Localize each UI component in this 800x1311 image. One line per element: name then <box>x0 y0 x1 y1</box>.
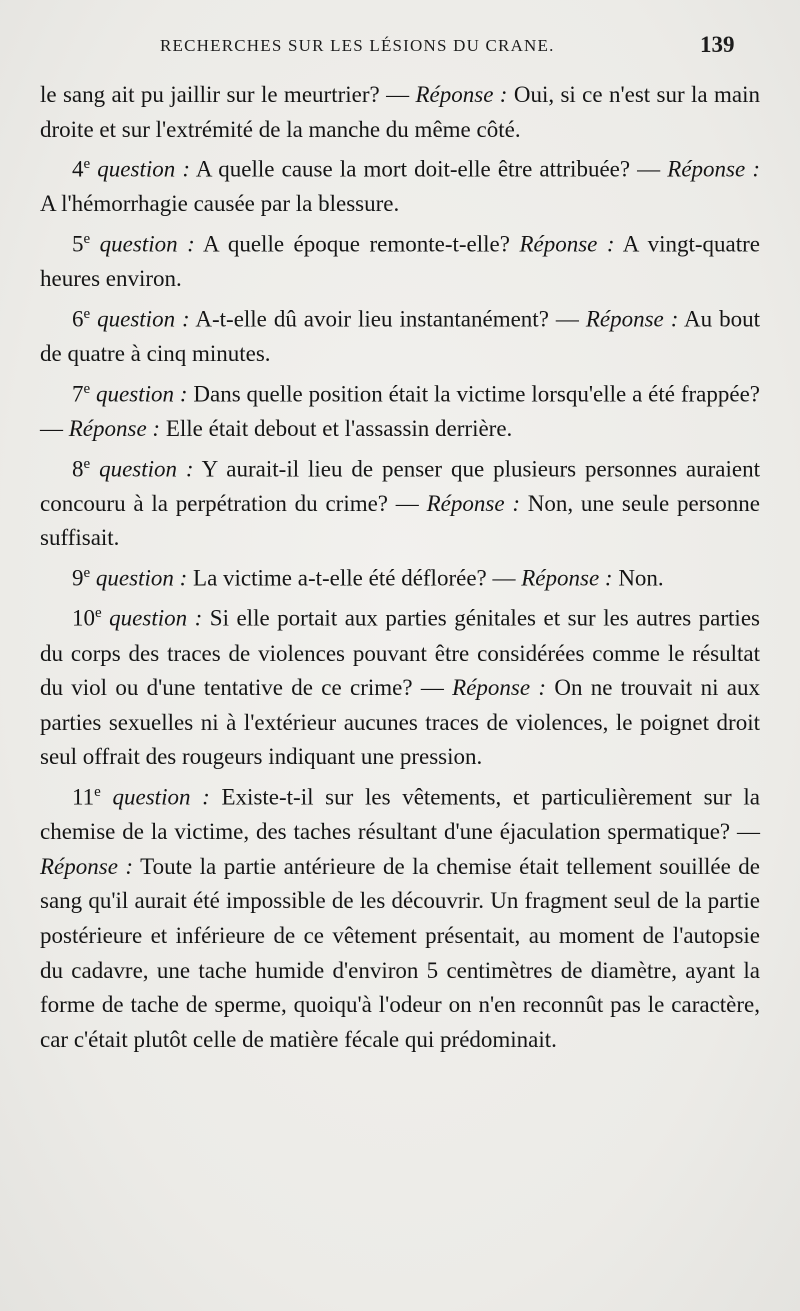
italic-label: Réponse : <box>667 156 760 182</box>
italic-label: Réponse : <box>452 675 547 701</box>
text-segment: Non. <box>612 565 664 591</box>
text-segment: Au bout de quatre à cinq minutes. <box>40 306 761 367</box>
text-segment: 9 <box>72 565 84 591</box>
italic-label: Réponse : <box>426 490 520 516</box>
page-number: 139 <box>700 32 735 57</box>
question-paragraph <box>40 775 760 1057</box>
text-segment: e <box>83 305 91 322</box>
text-segment: Y aurait-il lieu de penser que plusieurs personnes auraient concouru à la perpétration du crime? — <box>40 456 760 516</box>
text-segment: A l'hémorrhagie causée par la blessure. <box>40 191 400 217</box>
text-segment: Elle était debout et l'assassin derrière. <box>160 415 513 441</box>
text-segment: e <box>83 380 91 397</box>
text-segment: e <box>83 231 91 248</box>
italic-label: question : <box>101 605 203 631</box>
italic-label: Réponse : <box>521 565 613 591</box>
text-segment: le sang ait pu jaillir sur le meurtrier? — <box>40 82 416 107</box>
text-segment: 10 <box>72 605 95 631</box>
text-segment: Dans quelle position était la victime lorsqu'elle a été frappée? — <box>40 381 760 441</box>
body-text <box>40 78 760 1057</box>
text-segment: Oui, si ce n'est sur la main droite et sur l'extrémité de la manche du même côté. <box>40 82 761 142</box>
question-paragraph <box>40 372 760 447</box>
question-paragraph <box>40 297 760 372</box>
question-paragraph <box>40 222 760 297</box>
italic-label: question : <box>90 231 195 257</box>
italic-label: question : <box>90 156 190 182</box>
text-segment: A quelle époque remonte-t-elle? <box>194 231 520 257</box>
text-segment: 5 <box>72 231 84 257</box>
text-segment: e <box>83 156 91 173</box>
running-head: RECHERCHES SUR LES LÉSIONS DU CRANE. <box>160 36 555 55</box>
text-segment: Existe-t-il sur les vêtements, et particulièrement sur la chemise de la victime, des taches résultant d'une éjaculation spermatique? — <box>40 784 760 845</box>
italic-label: question : <box>90 381 188 407</box>
text-segment: Si elle portait aux parties génitales et sur les autres parties du corps des traces de violences pouvant être considérées comme le résultat du viol ou d'une tentative de ce crime? — <box>40 605 760 701</box>
text-segment: Non, une seule personne suffisait. <box>40 490 761 551</box>
italic-label: question : <box>100 784 210 810</box>
question-paragraph <box>40 556 760 596</box>
text-segment: 7 <box>72 381 84 407</box>
text-segment: On ne trouvait ni aux parties sexuelles ni à l'extérieur aucunes traces de violences, le poignet droit seul offrait des rougeurs indiquant une pression. <box>40 675 760 770</box>
text-segment: Toute la partie antérieure de la chemise était tellement souillée de sang qu'il aurait été impossible de les découvrir. Un fragment seul de la partie postérieure et inférieure de ce vêtement présentait, au moment de l'autopsie du cadavre, une tache humide d'environ 5 centimètres de diamètre, ayant la forme de tache de sperme, quoiqu'à l'odeur on n'en reconnût pas le caractère, car c'était plutôt celle de matière fécale qui prédominait. <box>40 853 760 1052</box>
question-paragraph <box>40 147 760 222</box>
text-segment: 11 <box>72 784 95 810</box>
text-segment: La victime a-t-elle été déflorée? — <box>187 565 522 591</box>
text-segment: e <box>83 565 91 581</box>
italic-label: Réponse : <box>40 853 134 879</box>
italic-label: Réponse : <box>585 306 679 332</box>
text-segment: A-t-elle dû avoir lieu instantanément? — <box>189 306 586 332</box>
question-paragraph <box>40 596 760 775</box>
text-segment: 6 <box>72 306 84 332</box>
text-segment: A quelle cause la mort doit-elle être attribuée? — <box>190 156 668 182</box>
question-paragraph <box>40 447 760 556</box>
text-segment: e <box>83 455 91 472</box>
text-segment: 4 <box>72 156 84 182</box>
text-segment: e <box>94 783 101 800</box>
paragraph-continuation <box>40 78 760 147</box>
italic-label: question : <box>90 306 190 332</box>
text-segment: A vingt-quatre heures environ. <box>40 231 760 292</box>
italic-label: question : <box>90 456 194 482</box>
italic-label: Réponse : <box>519 231 615 257</box>
italic-label: question : <box>90 565 188 591</box>
text-segment: 8 <box>72 456 84 482</box>
italic-label: Réponse : <box>68 415 161 441</box>
italic-label: Réponse : <box>415 82 508 107</box>
text-segment: e <box>95 605 102 622</box>
